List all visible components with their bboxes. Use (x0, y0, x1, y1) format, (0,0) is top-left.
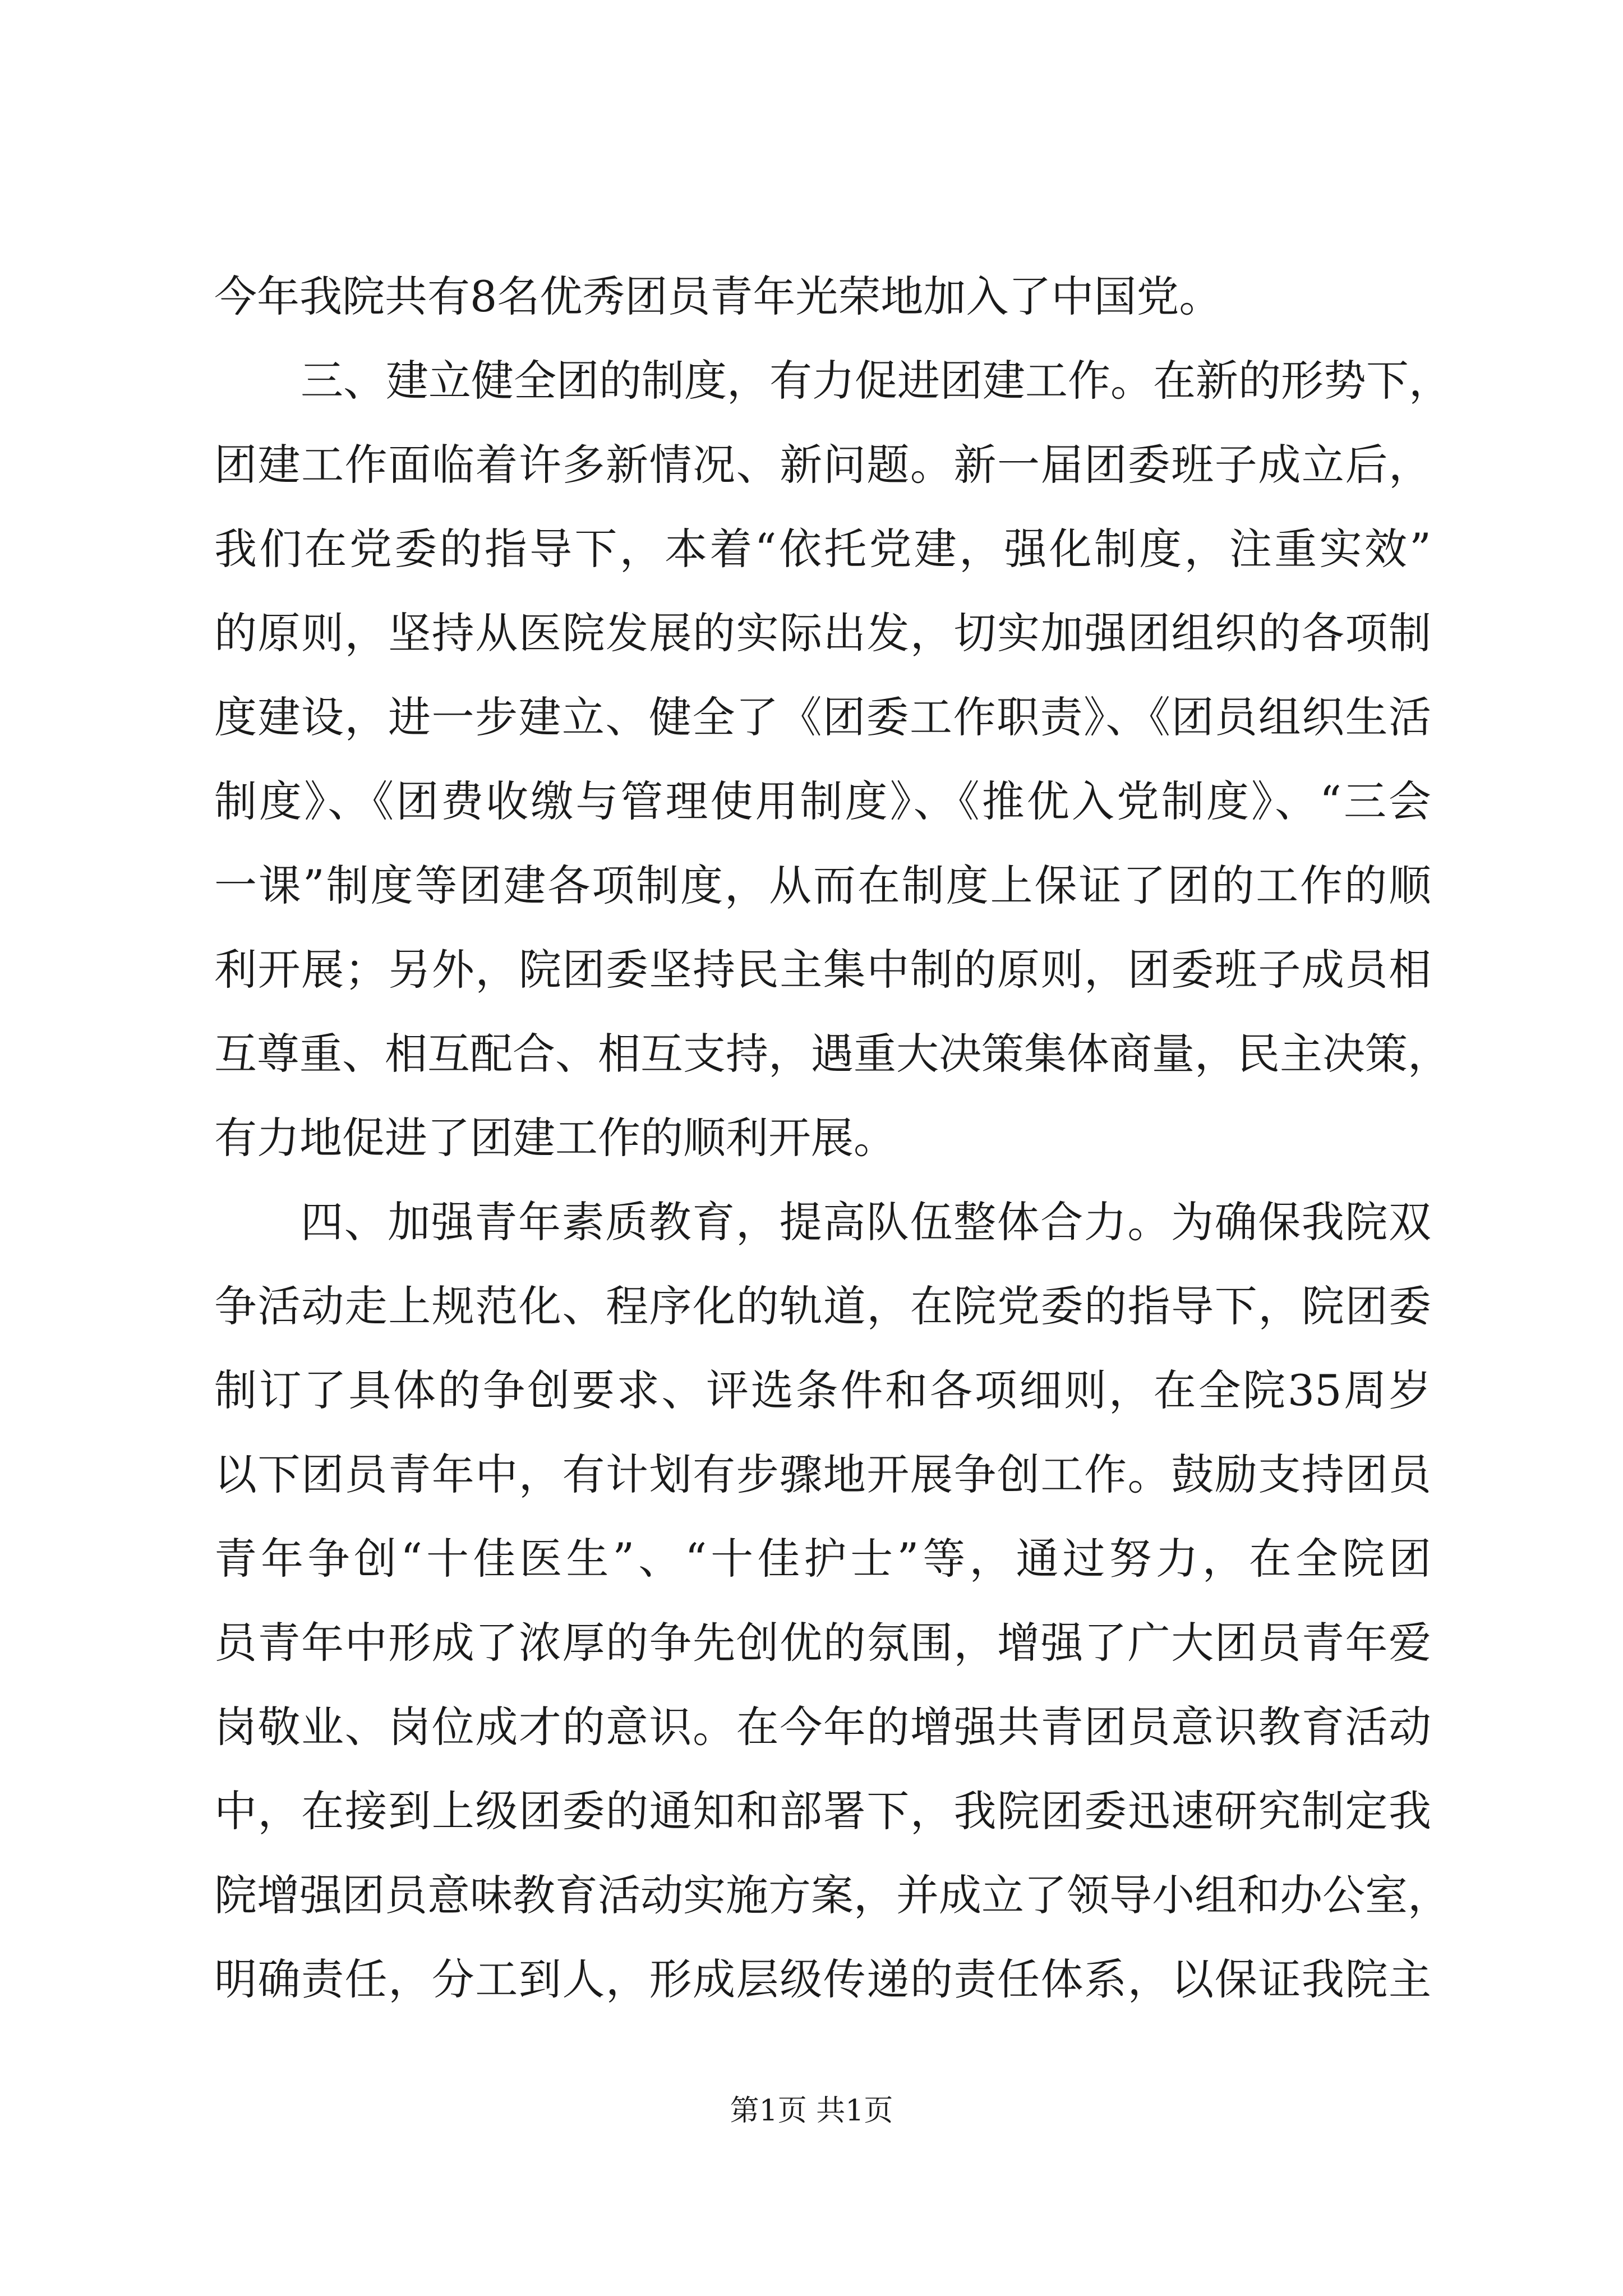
body-text-line: 争活动走上规范化、程序化的轨道，在院党委的指导下，院团委 (214, 1281, 1431, 1331)
section-three-heading-line: 三、建立健全团的制度，有力促进团建工作。在新的形势下， (301, 356, 1451, 406)
body-text-line: 今年我院共有8名优秀团员青年光荣地加入了中国党。 (214, 272, 1222, 321)
body-text-line: 中，在接到上级团委的通知和部署下，我院团委迅速研究制定我 (214, 1786, 1431, 1836)
body-text-line: 岗敬业、岗位成才的意识。在今年的增强共青团员意识教育活动 (214, 1702, 1431, 1752)
body-text-line: 青年争创“十佳医生”、“十佳护士”等，通过努力，在全院团 (214, 1534, 1431, 1584)
body-text-line: 明确责任，分工到人，形成层级传递的责任体系，以保证我院主 (214, 1954, 1431, 2004)
body-text-line: 制度》、《团费收缴与管理使用制度》、《推优入党制度》、“三会 (214, 776, 1431, 826)
body-text-line: 度建设，进一步建立、健全了《团委工作职责》、《团员组织生活 (214, 692, 1431, 742)
body-text-line: 员青年中形成了浓厚的争先创优的氛围，增强了广大团员青年爱 (214, 1618, 1431, 1668)
body-text-line: 院增强团员意味教育活动实施方案，并成立了领导小组和办公室， (214, 1870, 1450, 1920)
body-text-line: 互尊重、相互配合、相互支持，遇重大决策集体商量，民主决策， (214, 1029, 1450, 1079)
section-four-heading-line: 四、加强青年素质教育，提高队伍整体合力。为确保我院双 (301, 1197, 1431, 1247)
body-text-line: 团建工作面临着许多新情况、新问题。新一届团委班子成立后， (214, 440, 1431, 490)
body-text-line: 我们在党委的指导下，本着“依托党建，强化制度，注重实效” (214, 524, 1431, 574)
body-text-line: 以下团员青年中，有计划有步骤地开展争创工作。鼓励支持团员 (214, 1450, 1431, 1499)
body-text-line: 的原则，坚持从医院发展的实际出发，切实加强团组织的各项制 (214, 608, 1431, 658)
body-text-line: 利开展；另外，院团委坚持民主集中制的原则，团委班子成员相 (214, 945, 1431, 995)
page-number-footer: 第1页 共1页 (730, 2094, 893, 2128)
body-text-line: 制订了具体的争创要求、评选条件和各项细则，在全院35周岁 (214, 1365, 1431, 1415)
body-text-line: 一课”制度等团建各项制度，从而在制度上保证了团的工作的顺 (214, 861, 1431, 910)
body-text-line: 有力地促进了团建工作的顺利开展。 (214, 1113, 896, 1163)
